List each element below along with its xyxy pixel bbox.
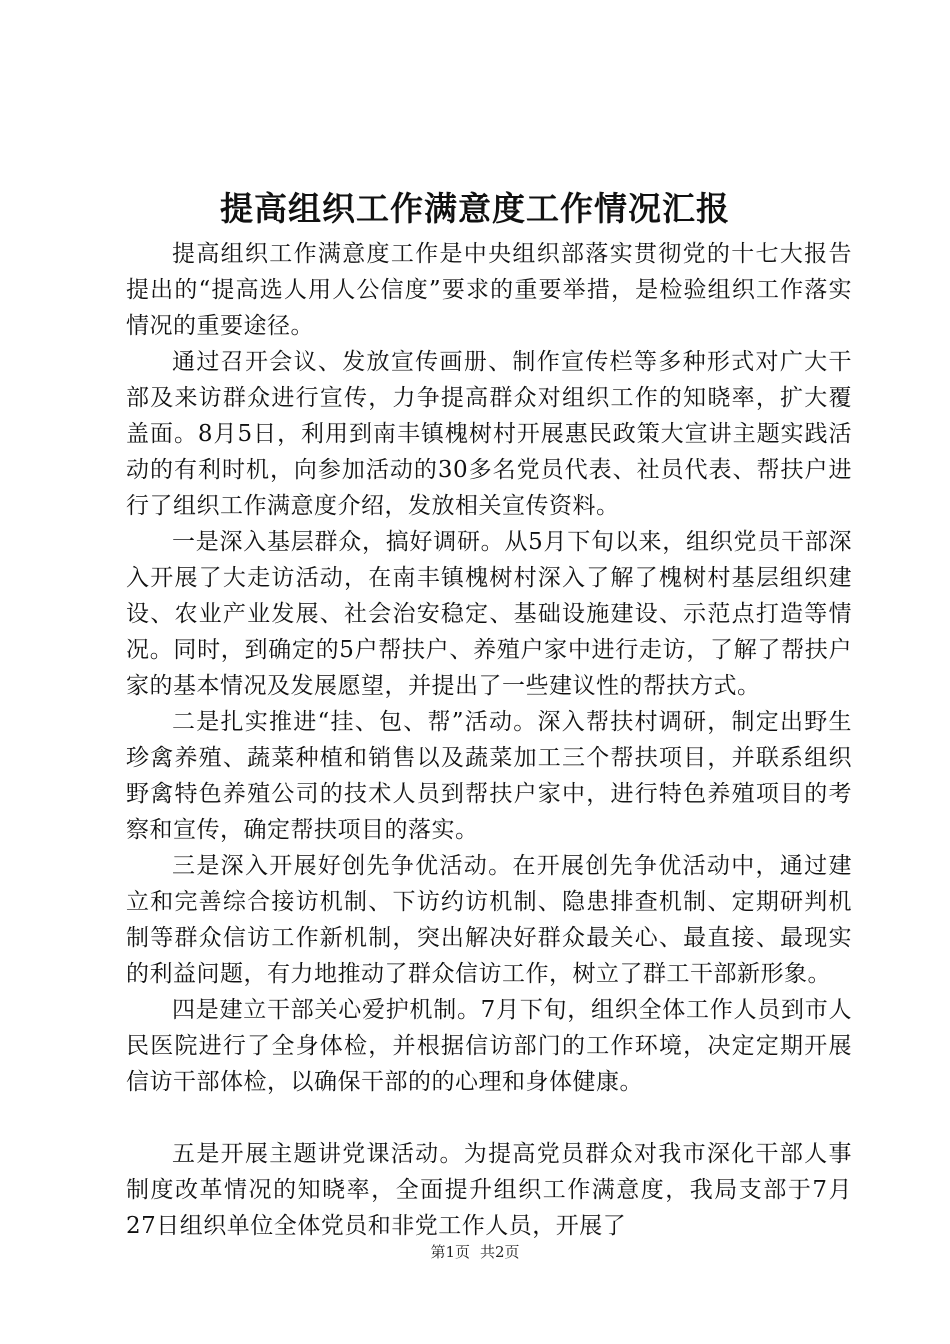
page-number: 第1页: [430, 1243, 470, 1261]
paragraph-item-5: 五是开展主题讲党课活动。为提高党员群众对我市深化干部人事制度改革情况的知晓率，全面提升组织工作满意度，我局支部于7月27日组织单位全体党员和非党工作人员，开展了: [126, 1141, 852, 1239]
paragraph-item-3: 三是深入开展好创先争优活动。在开展创先争优活动中，通过建立和完善综合接访机制、下访约访机制、隐患排查机制、定期研判机制等群众信访工作新机制，突出解决好群众最关心、最直接、最现实的利益问题，有力地推动了群众信访工作，树立了群工干部新形象。: [126, 853, 852, 987]
paragraph-item-2: 二是扎实推进“挂、包、帮”活动。深入帮扶村调研，制定出野生珍禽养殖、蔬菜种植和销售以及蔬菜加工三个帮扶项目，并联系组织野禽特色养殖公司的技术人员到帮扶户家中，进行特色养殖项目的考察和宣传，确定帮扶项目的落实。: [126, 709, 852, 843]
page-total: 共2页: [480, 1243, 520, 1261]
paragraph-item-1: 一是深入基层群众，搞好调研。从5月下旬以来，组织党员干部深入开展了大走访活动，在南丰镇槐树村深入了解了槐树村基层组织建设、农业产业发展、社会治安稳定、基础设施建设、示范点打造等情况。同时，到确定的5户帮扶户、养殖户家中进行走访，了解了帮扶户家的基本情况及发展愿望，并提出了一些建议性的帮扶方式。: [126, 529, 852, 699]
document-title: 提高组织工作满意度工作情况汇报: [220, 189, 730, 228]
paragraph-item-4: 四是建立干部关心爱护机制。7月下旬，组织全体工作人员到市人民医院进行了全身体检，并根据信访部门的工作环境，决定定期开展信访干部体检，以确保干部的的心理和身体健康。: [126, 997, 852, 1095]
page-footer: [0, 1242, 950, 1262]
paragraph-intro: 提高组织工作满意度工作是中央组织部落实贯彻党的十七大报告提出的“提高选人用人公信度”要求的重要举措，是检验组织工作落实情况的重要途径。: [126, 241, 852, 339]
document-body: [126, 236, 852, 1244]
paragraph-publicity: 通过召开会议、发放宣传画册、制作宣传栏等多种形式对广大干部及来访群众进行宣传，力争提高群众对组织工作的知晓率，扩大覆盖面。8月5日，利用到南丰镇槐树村开展惠民政策大宣讲主题实践活动的有利时机，向参加活动的30多名党员代表、社员代表、帮扶户进行了组织工作满意度介绍，发放相关宣传资料。: [126, 349, 852, 519]
